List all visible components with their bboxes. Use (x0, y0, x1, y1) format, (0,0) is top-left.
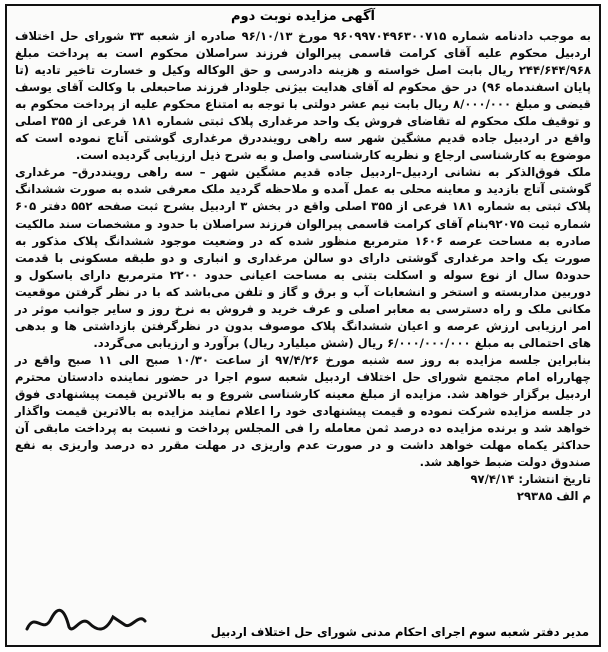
notice-paragraph-1: به موجب دادنامه شماره ۹۶۰۹۹۷۰۴۹۶۳۰۰۷۱۵ مورخ ۹۶/۱۰/۱۳ صادره از شعبه ۳۳ شورای حل اختلاف اردبیل محکوم علیه آقای کرامت قاسمی پیرالوان فرزند سراصلان محکوم است به پرداخت مبلغ ۲۴۴/۶۴۴/۹۶۸ ریال بابت اصل خواسته و هزینه دادرسی و حق الوکاله وکیل و خسارت تاخیر تادیه (تا پایان اسفندماه ۹۶) در حق محکوم له آقای هدایت بیژنی جلودار فرزند صاحبعلی با وکالت آقای یوسف قیضی و مبلغ ۸/۰۰۰/۰۰۰ ریال بابت نیم عشر دولتی با توجه به امتناع محکوم علیه از پرداخت محکوم به و توقیف ملک محکوم له تقاضای فروش یک واحد مرغداری پلاک ثبتی شماره ۱۸۱ فرعی از ۳۵۵ اصلی واقع در اردبیل جاده قدیم مشگین شهر سه راهی روینددرق مرغداری گوشتی آتاج نموده است که موضوع به کارشناسی ارجاع و نظریه کارشناسی واصل و به شرح ذیل ارزیابی گردیده است. (15, 29, 591, 163)
notice-paragraph-2: ملک فوق‌الذکر به نشانی اردبیل–اردبیل جاده قدیم مشگین شهر – سه راهی روینددرق– مرغداری گوشتی آتاج بازدید و معاینه محلی به عمل آمده و ملاحظه گردید ملک معرفی شده به صورت ششدانگ پلاک ثبتی به شماره ۱۸۱ فرعی از ۳۵۵ اصلی واقع در بخش ۳ اردبیل بشرح ثبت صفحه ۵۵۲ دفتر ۶۰۵ شماره ثبت ۹۲۰۷۵بنام آقای کرامت قاسمی پیرالوان فرزند سراصلان با حدود و مشخصات سند مالکیت صادره به مساحت عرصه ۱۶۰۶ مترمربع منظور شده که در وضعیت موجود ششدانگ پلاک مذکور به صورت یک واحد مرغداری گوشتی دارای دو سالن مرغداری و انباری و دو طبقه مسکونی با قدمت حدود۵ سال از نوع سوله و اسکلت بتنی به مساحت اعیانی حدود ۲۲۰۰ مترمربع دارای باسکول و دوربین مداربسته و استخر و انشعابات آب و برق و گاز و تلفن می‌باشد که با در نظر گرفتن موقعیت مکانی ملک و راه دسترسی به معابر اصلی و عرف خرید و فروش به نرخ روز و سایر جوانب موثر در امر ارزیابی ارزش عرصه و اعیان ششدانگ پلاک موصوف بدون در نظرگرفتن بازداشتی ها و بدهی های احتمالی به مبلغ ۶/۰۰۰/۰۰۰/۰۰۰ ریال (شش میلیارد ریال) برآورد و ارزیابی می‌گردد. (15, 165, 592, 350)
signature-title: مدیر دفتر شعبه سوم اجرای احکام مدنی شورای حل اختلاف اردبیل (210, 625, 589, 639)
notice-paragraph-3: بنابراین جلسه مزایده به روز سه شنبه مورخ ۹۷/۴/۲۶ از ساعت ۱۰/۳۰ صبح الی ۱۱ صبح واقع در چهارراه امام مجتمع شورای حل اختلاف اردبیل شعبه سوم اجرا در حضور نماینده دادستان محترم اردبیل برگزار خواهد شد. مزایده از مبلغ معینه کارشناسی شروع و به بالاترین قیمت پیشنهادی فوق در جلسه مزایده شرکت نموده و قیمت پیشنهادی خود را اعلام نمایند مزایده به بالاترین قیمت واگذار خواهد شد و برنده مزایده ده درصد ثمن معامله را فی المجلس پرداخت و نسبت به پرداخت مابقی آن حداکثر یکماه مهلت خواهد داشت و در صورت عدم واریزی در مهلت مقرر ده درصد واریزی به نفع صندوق دولت ضبط خواهد شد. (15, 352, 591, 470)
auction-notice (5, 4, 601, 647)
ad-code: م الف ۲۹۳۸۵ (516, 489, 591, 504)
notice-body (15, 28, 591, 505)
notice-title: آگهی مزایده نوبت دوم (231, 9, 375, 24)
handwritten-signature (21, 605, 151, 639)
publish-date: تاریخ انتشار: ۹۷/۴/۱۴ (470, 472, 591, 487)
